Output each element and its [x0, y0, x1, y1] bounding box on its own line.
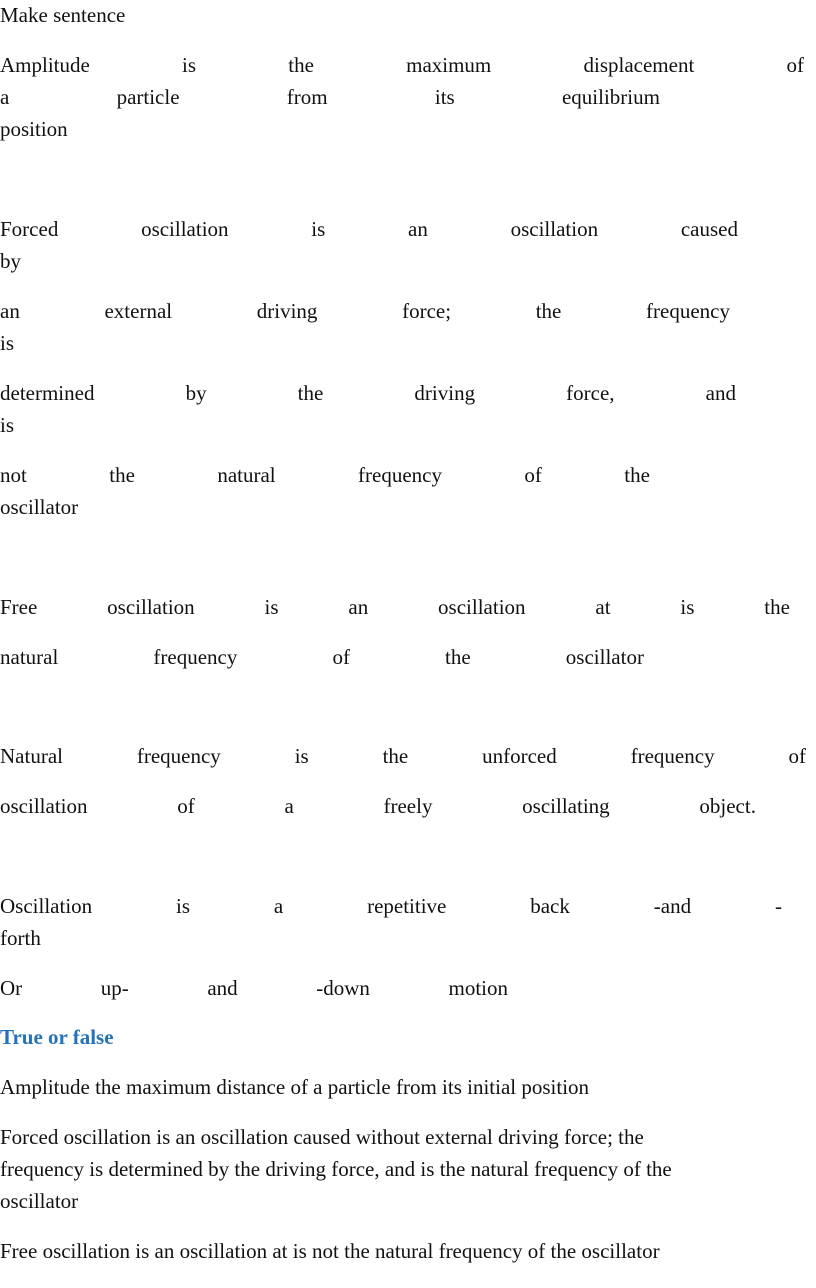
word: particle [116, 85, 180, 109]
word: and [705, 381, 736, 405]
word: Natural [0, 744, 63, 768]
word: -down [316, 976, 370, 1000]
word: frequency [153, 645, 238, 669]
word: of [524, 463, 542, 487]
forced-line-4b: oscillator [0, 495, 79, 519]
word: frequency [136, 744, 221, 768]
word: by [185, 381, 207, 405]
word: equilibrium [561, 85, 660, 109]
word: unforced [482, 744, 557, 768]
tf-statement-1: Amplitude the maximum distance of a particle from its initial position [0, 1075, 590, 1099]
word: determined [0, 381, 95, 405]
word: not [0, 463, 27, 487]
section-heading-true-or-false: True or false [0, 1025, 114, 1049]
tf-statement-2-line-2: frequency is determined by the driving force, and is the natural frequency of the [0, 1157, 672, 1181]
word: a [0, 85, 10, 109]
word: oscillating [522, 794, 610, 818]
word: is [182, 53, 197, 77]
amplitude-line-2 [0, 83, 660, 111]
word: a [273, 894, 284, 918]
word: an [408, 217, 428, 241]
word: is [294, 744, 309, 768]
word: of [332, 645, 350, 669]
free-line-1 [0, 593, 790, 621]
word: maximum [406, 53, 492, 77]
page-title: Make sentence [0, 3, 126, 27]
word: external [104, 299, 173, 323]
word: of [177, 794, 195, 818]
tf-statement-2-line-1: Forced oscillation is an oscillation caused without external driving force; the [0, 1125, 644, 1149]
word: force, [566, 381, 615, 405]
word: frequency [358, 463, 442, 487]
amplitude-line-3: position [0, 117, 68, 141]
word: is [680, 595, 695, 619]
forced-line-3 [0, 379, 736, 407]
word: motion [448, 976, 508, 1000]
word: the [382, 744, 409, 768]
word: from [286, 85, 328, 109]
free-line-2 [0, 643, 644, 671]
word: oscillation [438, 595, 526, 619]
word: its [434, 85, 455, 109]
word: natural [0, 645, 59, 669]
word: the [445, 645, 471, 669]
word: oscillation [510, 217, 599, 241]
forced-line-2 [0, 297, 730, 325]
word: natural [217, 463, 276, 487]
word: object. [699, 794, 756, 818]
word: is [176, 894, 191, 918]
word: at [595, 595, 611, 619]
word: oscillator [565, 645, 644, 669]
word: Free [0, 595, 38, 619]
word: a [284, 794, 294, 818]
word: force; [402, 299, 452, 323]
tf-statement-3: Free oscillation is an oscillation at is not the natural frequency of the oscillator [0, 1239, 660, 1263]
word: the [764, 595, 790, 619]
word: an [348, 595, 369, 619]
oscillation-line-1b: forth [0, 926, 41, 950]
word: driving [256, 299, 318, 323]
tf-statement-2-line-3: oscillator [0, 1189, 79, 1213]
word: back [530, 894, 570, 918]
word: repetitive [367, 894, 447, 918]
word: the [288, 53, 314, 77]
word: frequency [630, 744, 715, 768]
word: the [297, 381, 324, 405]
word: up- [100, 976, 129, 1000]
natural-line-2 [0, 792, 756, 820]
forced-line-2b: is [0, 331, 15, 355]
word: the [109, 463, 135, 487]
word: the [535, 299, 562, 323]
word: is [264, 595, 279, 619]
word: frequency [646, 299, 730, 323]
oscillation-line-2 [0, 974, 508, 1002]
word: freely [383, 794, 433, 818]
word: driving [414, 381, 476, 405]
forced-line-3b: is [0, 413, 15, 437]
word: oscillation [0, 794, 88, 818]
word: of [786, 53, 804, 77]
forced-line-4 [0, 461, 650, 489]
word: of [788, 744, 806, 768]
forced-line-1b: by [0, 249, 21, 273]
amplitude-line-1 [0, 51, 804, 79]
word: Forced [0, 217, 59, 241]
natural-line-1 [0, 742, 806, 770]
word: Or [0, 976, 23, 1000]
word: Amplitude [0, 53, 90, 77]
oscillation-line-1 [0, 892, 782, 920]
word: the [624, 463, 650, 487]
word: -and [653, 894, 692, 918]
forced-line-1 [0, 215, 738, 243]
word: oscillation [107, 595, 195, 619]
word: oscillation [141, 217, 229, 241]
word: is [311, 217, 326, 241]
word: caused [680, 217, 738, 241]
word: Oscillation [0, 894, 93, 918]
word: displacement [583, 53, 695, 77]
word: and [207, 976, 238, 1000]
word: - [774, 894, 782, 918]
word: an [0, 299, 20, 323]
